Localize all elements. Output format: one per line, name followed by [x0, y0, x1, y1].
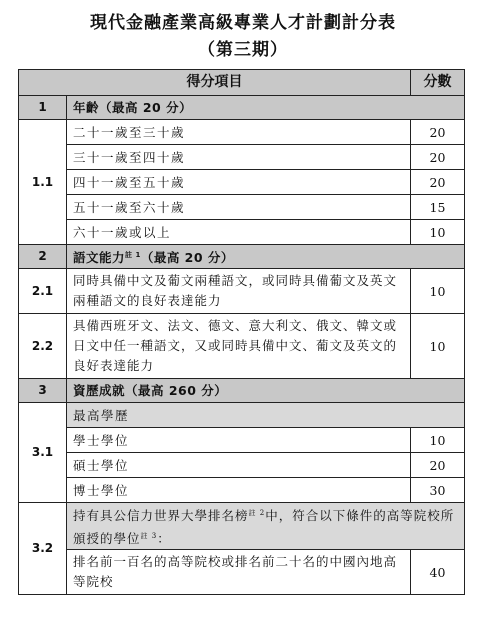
- table-row: [19, 550, 465, 595]
- table-row: [19, 220, 465, 245]
- section-label: 資歷成就（最高 260 分）: [67, 379, 465, 403]
- item-score: 20: [411, 170, 465, 195]
- footnote-ref: 註 1: [125, 251, 141, 259]
- item-score: 10: [411, 269, 465, 314]
- item-text: 具備西班牙文、法文、德文、意大利文、俄文、韓文或日文中任一種語文，又或同時具備中文、葡文及英文的良好表達能力: [67, 314, 411, 379]
- footnote-ref: 註 2: [248, 509, 266, 517]
- heading-text: 中，符合以下條件的高等院校所頒授的學位: [73, 508, 455, 546]
- section-row: [19, 379, 465, 403]
- section-label-text: 語文能力: [73, 250, 126, 265]
- item-score: 10: [411, 220, 465, 245]
- table-row: [19, 403, 465, 428]
- item-text: 排名前一百名的高等院校或排名前二十名的中國內地高等院校: [67, 550, 411, 595]
- table-row: [19, 145, 465, 170]
- section-row: [19, 96, 465, 120]
- item-score: 20: [411, 453, 465, 478]
- item-text: 博士學位: [67, 478, 411, 503]
- item-text: 碩士學位: [67, 453, 411, 478]
- subsection-heading: 最高學歷: [67, 403, 465, 428]
- item-text: 二十一歲至三十歲: [67, 120, 411, 145]
- document-subtitle: （第三期）: [198, 40, 288, 60]
- subsection-number: 2.2: [19, 314, 67, 379]
- item-score: 15: [411, 195, 465, 220]
- document-title: 現代金融產業高級專業人才計劃計分表: [90, 13, 396, 33]
- table-row: [19, 195, 465, 220]
- table-row: [19, 269, 465, 314]
- subsection-number: 2.1: [19, 269, 67, 314]
- item-text: 同時具備中文及葡文兩種語文，或同時具備葡文及英文兩種語文的良好表達能力: [67, 269, 411, 314]
- table-row: [19, 478, 465, 503]
- item-text: 三十一歲至四十歲: [67, 145, 411, 170]
- header-item: 得分項目: [19, 70, 411, 96]
- item-score: 40: [411, 550, 465, 595]
- section-number: 2: [19, 245, 67, 269]
- section-label-suffix: （最高 20 分）: [140, 250, 234, 265]
- score-table: [18, 69, 465, 595]
- footnote-ref: 註 3: [140, 532, 158, 540]
- section-row: [19, 245, 465, 269]
- table-row: [19, 170, 465, 195]
- table-row: [19, 428, 465, 453]
- item-text: 六十一歲或以上: [67, 220, 411, 245]
- table-row: [19, 120, 465, 145]
- heading-text: ：: [157, 531, 171, 546]
- section-number: 1: [19, 96, 67, 120]
- table-row: [19, 503, 465, 550]
- table-row: [19, 453, 465, 478]
- table-header-row: [19, 70, 465, 96]
- subsection-heading: [67, 503, 465, 550]
- subsection-number: 1.1: [19, 120, 67, 245]
- item-text: 四十一歲至五十歲: [67, 170, 411, 195]
- subsection-number: 3.1: [19, 403, 67, 503]
- header-score: 分數: [411, 70, 465, 96]
- item-score: 20: [411, 145, 465, 170]
- item-text: 五十一歲至六十歲: [67, 195, 411, 220]
- table-row: [19, 314, 465, 379]
- section-label: 年齡（最高 20 分）: [67, 96, 465, 120]
- item-score: 30: [411, 478, 465, 503]
- item-text: 學士學位: [67, 428, 411, 453]
- section-label: [67, 245, 465, 269]
- item-score: 20: [411, 120, 465, 145]
- item-score: 10: [411, 428, 465, 453]
- item-score: 10: [411, 314, 465, 379]
- subsection-number: 3.2: [19, 503, 67, 595]
- heading-text: 持有具公信力世界大學排名榜: [73, 508, 249, 523]
- section-number: 3: [19, 379, 67, 403]
